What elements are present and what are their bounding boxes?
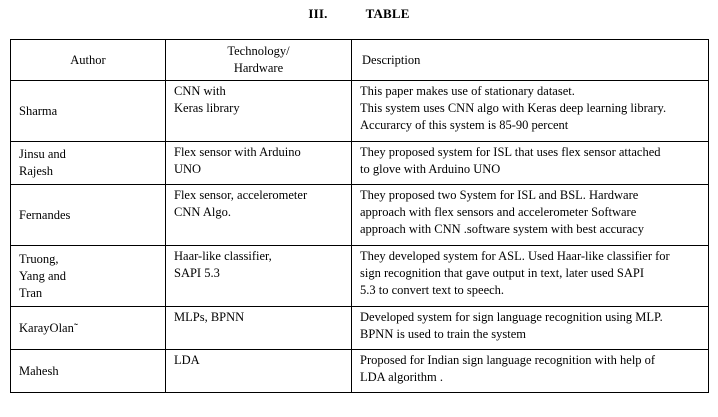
- header-technology-line1: Technology/: [227, 44, 290, 58]
- technology-cell: [166, 246, 352, 307]
- author-line: Yang and: [19, 268, 66, 283]
- technology-line: Flex sensor, accelerometer: [174, 188, 308, 202]
- description-cell: [352, 350, 709, 393]
- description-line: They proposed system for ISL that uses flex sensor attached: [360, 145, 661, 159]
- technology-cell: [166, 350, 352, 393]
- technology-line: MLPs, BPNN: [174, 310, 245, 324]
- technology-line: SAPI 5.3: [174, 266, 220, 280]
- description-cell: [352, 185, 709, 246]
- description-cell: [352, 142, 709, 185]
- description-line: This system uses CNN algo with Keras deep learning library.: [360, 101, 667, 115]
- table-row: [11, 350, 709, 393]
- technology-cell: [166, 185, 352, 246]
- technology-line: Flex sensor with Arduino: [174, 145, 301, 159]
- header-author: Author: [11, 40, 166, 81]
- description-line: This paper makes use of stationary dataset.: [360, 84, 575, 98]
- header-technology-line2: Hardware: [233, 61, 284, 75]
- description-line: BPNN is used to train the system: [360, 327, 526, 341]
- literature-table: [10, 39, 709, 393]
- author-line: Mahesh: [19, 363, 59, 378]
- header-technology: [166, 40, 352, 81]
- table-row: [11, 246, 709, 307]
- author-line: Jinsu and: [19, 147, 66, 161]
- technology-line: Keras library: [174, 101, 240, 115]
- technology-line: LDA: [174, 353, 200, 367]
- technology-cell: [166, 307, 352, 350]
- description-line: Developed system for sign language recognition using MLP.: [360, 310, 663, 324]
- description-cell: [352, 246, 709, 307]
- description-cell: [352, 81, 709, 142]
- header-row: [11, 40, 709, 81]
- table-row: [11, 307, 709, 350]
- description-line: approach with CNN .software system with best accuracy: [360, 222, 644, 236]
- description-line: 5.3 to convert text to speech.: [360, 283, 505, 297]
- author-cell: [11, 81, 166, 142]
- technology-cell: [166, 142, 352, 185]
- author-cell: [11, 246, 166, 307]
- technology-line: UNO: [174, 162, 202, 176]
- description-line: They proposed two System for ISL and BSL. Hardware: [360, 188, 639, 202]
- author-line: Tran: [19, 285, 43, 300]
- description-line: LDA algorithm .: [360, 370, 443, 384]
- description-line: approach with flex sensors and accelerometer Software: [360, 205, 637, 219]
- table-body: [11, 81, 709, 393]
- author-line: KarayOlan˜: [19, 320, 78, 335]
- description-cell: [352, 307, 709, 350]
- section-number: III.: [308, 6, 328, 21]
- section-title: TABLE: [365, 6, 410, 21]
- author-cell: [11, 142, 166, 185]
- author-line: Truong,: [19, 251, 59, 266]
- table-heading: [0, 6, 718, 22]
- author-cell: [11, 350, 166, 393]
- table-row: [11, 81, 709, 142]
- author-line: Sharma: [19, 103, 58, 118]
- technology-line: Haar-like classifier,: [174, 249, 272, 263]
- author-cell: [11, 307, 166, 350]
- technology-line: CNN Algo.: [174, 205, 231, 219]
- description-line: Proposed for Indian sign language recognition with help of: [360, 353, 656, 367]
- description-line: Accurarcy of this system is 85-90 percent: [360, 118, 569, 132]
- header-description: Description: [352, 40, 709, 81]
- table-row: [11, 142, 709, 185]
- description-line: to glove with Arduino UNO: [360, 162, 501, 176]
- table-row: [11, 185, 709, 246]
- author-cell: [11, 185, 166, 246]
- technology-line: CNN with: [174, 84, 226, 98]
- author-line: Rajesh: [19, 164, 54, 178]
- author-line: Fernandes: [19, 207, 71, 222]
- description-line: sign recognition that gave output in text, later used SAPI: [360, 266, 644, 280]
- technology-cell: [166, 81, 352, 142]
- description-line: They developed system for ASL. Used Haar-like classifier for: [360, 249, 670, 263]
